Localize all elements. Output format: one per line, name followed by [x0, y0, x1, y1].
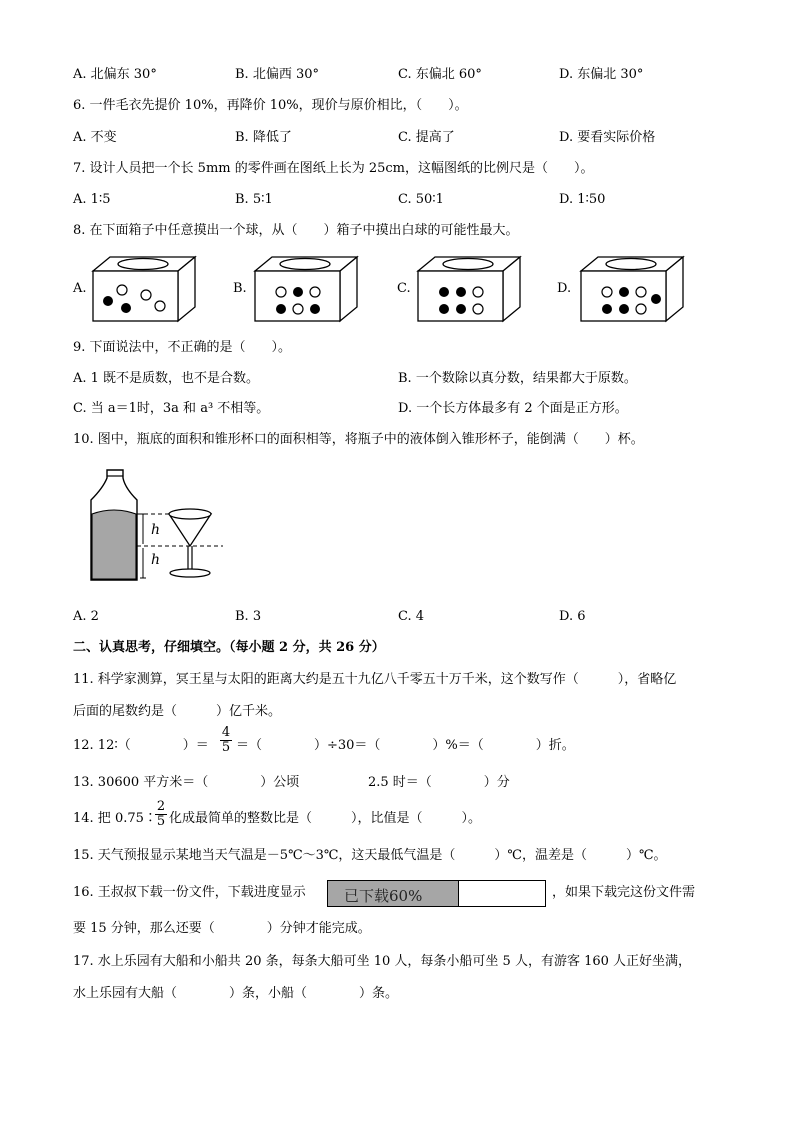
q8-label-a[interactable]: A. [73, 281, 87, 296]
q9-option-d[interactable]: D. 一个长方体最多有 2 个面是正方形。 [398, 401, 628, 416]
q5-option-a[interactable]: A. 北偏东 30° [73, 67, 157, 82]
q16-part-2: ，如果下载完这份文件需 [552, 885, 696, 900]
q6-option-c[interactable]: C. 提高了 [398, 130, 455, 145]
q12-part-2: ＝（ ）÷30＝（ ）%＝（ ）折。 [236, 738, 575, 753]
q12-fraction-numerator: 4 [221, 725, 231, 740]
ball-box-b-image [250, 255, 362, 327]
q12-fraction-denominator: 5 [221, 740, 231, 755]
q12-fraction [220, 726, 232, 755]
q17-line-2: 水上乐园有大船（ ）条，小船（ ）条。 [73, 986, 399, 1001]
q5-option-d[interactable]: D. 东偏北 30° [559, 67, 644, 82]
q15-stem: 15. 天气预报显示某地当天气温是－5℃～3℃，这天最低气温是（ ）℃，温差是（ ）℃。 [73, 848, 667, 863]
download-progress-bar [327, 880, 546, 907]
q14-fraction-numerator: 2 [156, 799, 166, 814]
h-label-lower: h [151, 552, 161, 568]
ball-box-a-image [88, 255, 200, 327]
q16-part-1: 16. 王叔叔下载一份文件，下载进度显示 [73, 885, 306, 900]
q14-fraction [155, 800, 167, 829]
q9-option-c[interactable]: C. 当 a＝1时，3a 和 a³ 不相等。 [73, 401, 270, 416]
q14-fraction-denominator: 5 [156, 814, 166, 829]
q13-part-1: 13. 30600 平方米＝（ ）公顷 [73, 775, 300, 790]
h-label-upper: h [151, 522, 161, 538]
ball-box-c-image [413, 255, 525, 327]
ball-box-d-image [576, 255, 688, 327]
q14-part-1: 14. 把 0.75∶ [73, 811, 157, 826]
section-2-title: 二、认真思考，仔细填空。（每小题 2 分，共 26 分） [73, 640, 385, 655]
q11-line-1: 11. 科学家测算，冥王星与太阳的距离大约是五十九亿八千零五十万千米，这个数写作（ ），省略亿 [73, 672, 677, 687]
q8-label-b[interactable]: B. [233, 281, 247, 296]
q8-stem: 8. 在下面箱子中任意摸出一个球，从（ ）箱子中摸出白球的可能性最大。 [73, 223, 519, 238]
q7-stem: 7. 设计人员把一个长 5mm 的零件画在图纸上长为 25cm，这幅图纸的比例尺是（ ）。 [73, 161, 594, 176]
q10-option-b[interactable]: B. 3 [235, 609, 262, 624]
q5-option-b[interactable]: B. 北偏西 30° [235, 67, 319, 82]
q11-line-2: 后面的尾数约是（ ）亿千米。 [73, 704, 282, 719]
q5-option-c[interactable]: C. 东偏北 60° [398, 67, 482, 82]
q13-part-2: 2.5 时＝（ ）分 [368, 775, 510, 790]
q10-option-a[interactable]: A. 2 [73, 609, 99, 624]
q9-option-a[interactable]: A. 1 既不是质数，也不是合数。 [73, 371, 260, 386]
q9-option-b[interactable]: B. 一个数除以真分数，结果都大于原数。 [398, 371, 637, 386]
q6-option-a[interactable]: A. 不变 [73, 130, 117, 145]
q8-label-d[interactable]: D. [557, 281, 572, 296]
q12-part-1: 12. 12∶（ ）＝ [73, 738, 209, 753]
q10-stem: 10. 图中，瓶底的面积和锥形杯口的面积相等，将瓶子中的液体倒入锥形杯子，能倒满（ ）杯。 [73, 432, 644, 447]
q10-option-c[interactable]: C. 4 [398, 609, 425, 624]
q7-option-d[interactable]: D. 1∶50 [559, 192, 606, 207]
q7-option-b[interactable]: B. 5∶1 [235, 192, 273, 207]
q7-option-c[interactable]: C. 50∶1 [398, 192, 444, 207]
q17-line-1: 17. 水上乐园有大船和小船共 20 条，每条大船可坐 10 人，每条小船可坐 5 人，有游客 160 人正好坐满， [73, 954, 692, 969]
q8-label-c[interactable]: C. [397, 281, 411, 296]
q10-option-d[interactable]: D. 6 [559, 609, 586, 624]
q6-stem: 6. 一件毛衣先提价 10%，再降价 10%，现价与原价相比，（ ）。 [73, 98, 468, 113]
q9-stem: 9. 下面说法中，不正确的是（ ）。 [73, 340, 292, 355]
q6-option-b[interactable]: B. 降低了 [235, 130, 292, 145]
q6-option-d[interactable]: D. 要看实际价格 [559, 130, 656, 145]
q7-option-a[interactable]: A. 1∶5 [73, 192, 111, 207]
q14-part-2: 化成最简单的整数比是（ ），比值是（ ）。 [169, 811, 482, 826]
download-progress-label: 已下载60% [344, 887, 423, 905]
q16-line-2: 要 15 分钟，那么还要（ ）分钟才能完成。 [73, 921, 371, 936]
